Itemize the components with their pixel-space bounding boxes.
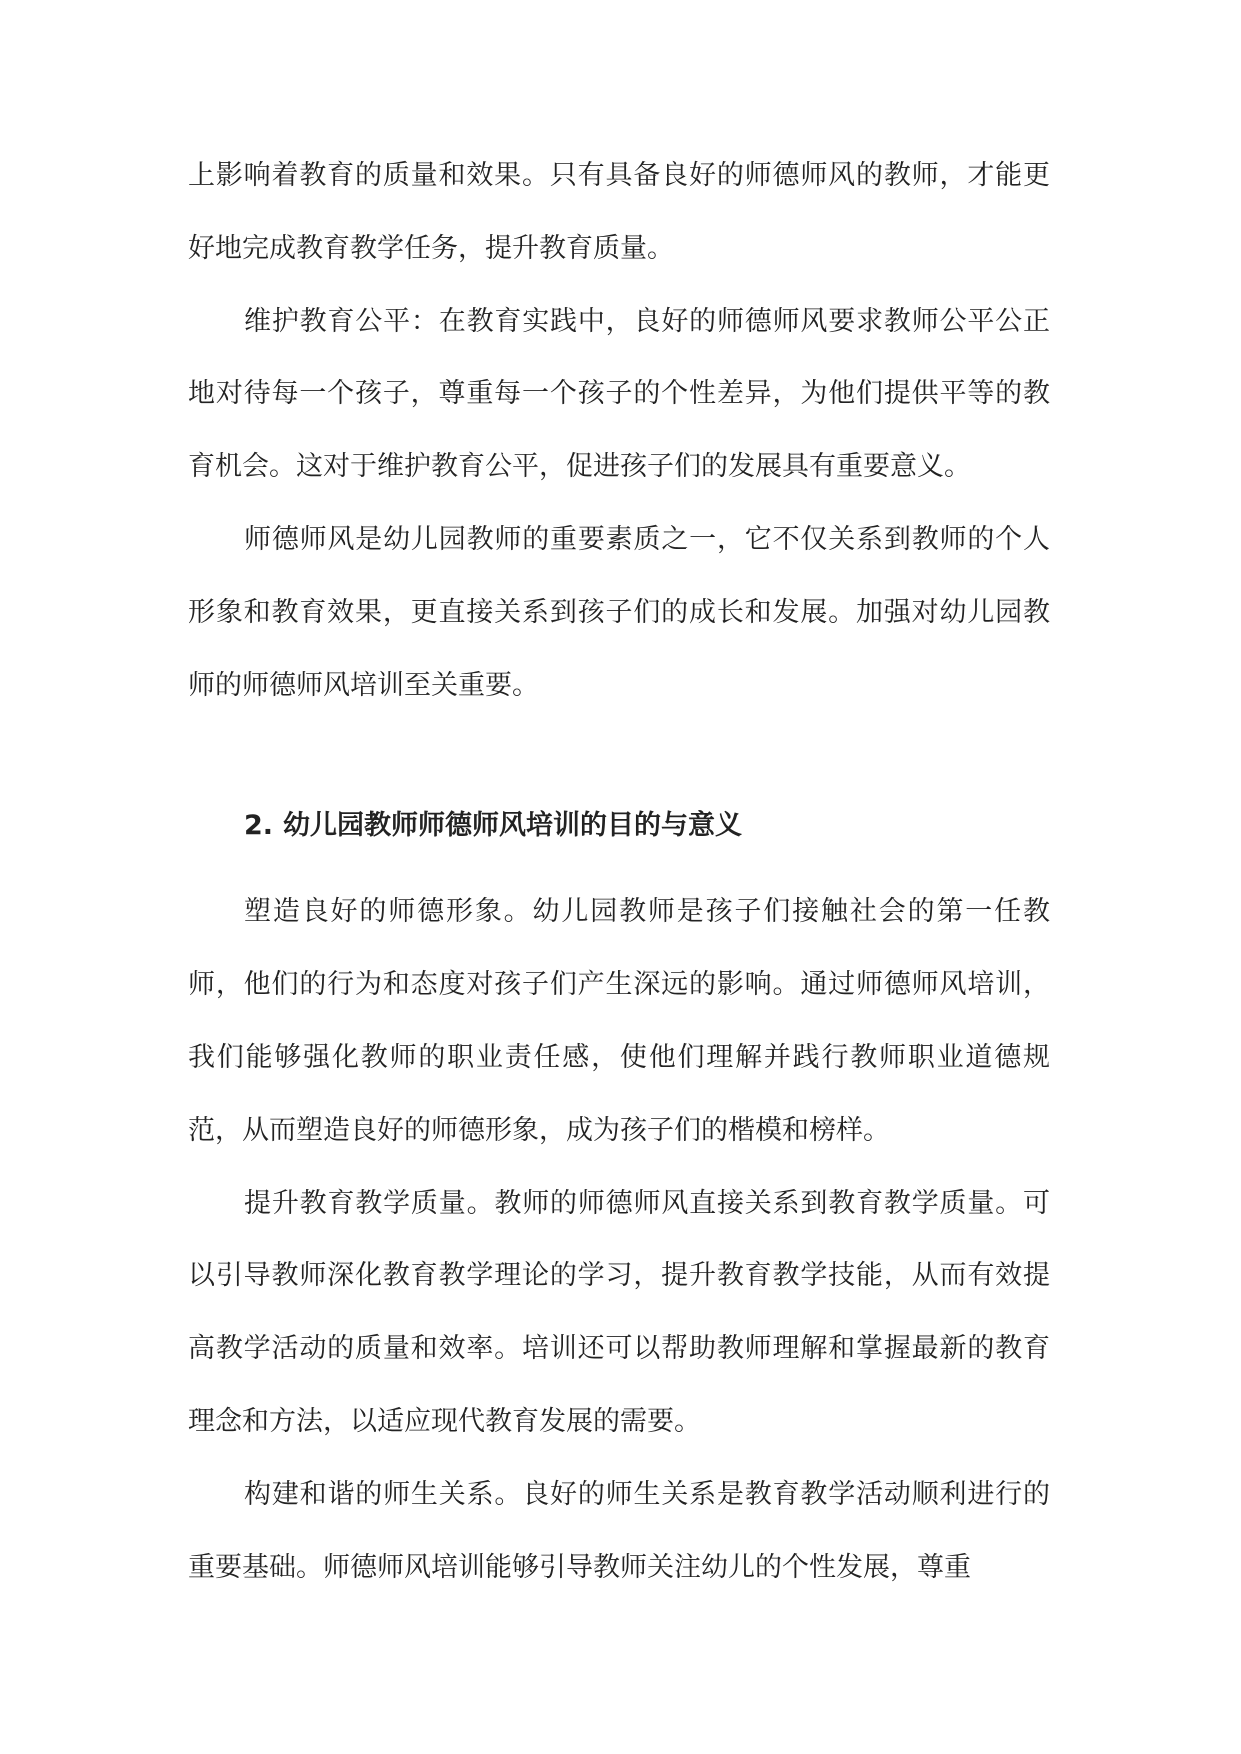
document-body (188, 140, 1050, 1604)
paragraph-teaching-quality: 提升教育教学质量。教师的师德师风直接关系到教育教学质量。可以引导教师深化教育教学理论的学习，提升教育教学技能，从而有效提高教学活动的质量和效率。培训还可以帮助教师理解和掌握最新的教育理念和方法，以适应现代教育发展的需要。 (188, 1187, 1050, 1437)
paragraph-continuation: 上影响着教育的质量和效果。只有具备良好的师德师风的教师，才能更好地完成教育教学任务，提升教育质量。 (188, 160, 1050, 264)
paragraph-ethics-importance: 师德师风是幼儿园教师的重要素质之一，它不仅关系到教师的个人形象和教育效果，更直接关系到孩子们的成长和发展。加强对幼儿园教师的师德师风培训至关重要。 (188, 523, 1050, 701)
section-number: 2. (244, 810, 274, 842)
section-heading (188, 776, 1050, 876)
section-title: 幼儿园教师师德师风培训的目的与意义 (283, 810, 743, 842)
section-spacer (188, 722, 1050, 776)
paragraph-education-fairness: 维护教育公平：在教育实践中，良好的师德师风要求教师公平公正地对待每一个孩子，尊重每一个孩子的个性差异，为他们提供平等的教育机会。这对于维护教育公平，促进孩子们的发展具有重要意义。 (188, 305, 1050, 483)
paragraph-teacher-student-relationship: 构建和谐的师生关系。良好的师生关系是教育教学活动顺利进行的重要基础。师德师风培训能够引导教师关注幼儿的个性发展，尊重 (188, 1478, 1050, 1583)
paragraph-ethics-image: 塑造良好的师德形象。幼儿园教师是孩子们接触社会的第一任教师，他们的行为和态度对孩子们产生深远的影响。通过师德师风培训，我们能够强化教师的职业责任感，使他们理解并践行教师职业道德规范，从而塑造良好的师德形象，成为孩子们的楷模和榜样。 (188, 896, 1050, 1146)
